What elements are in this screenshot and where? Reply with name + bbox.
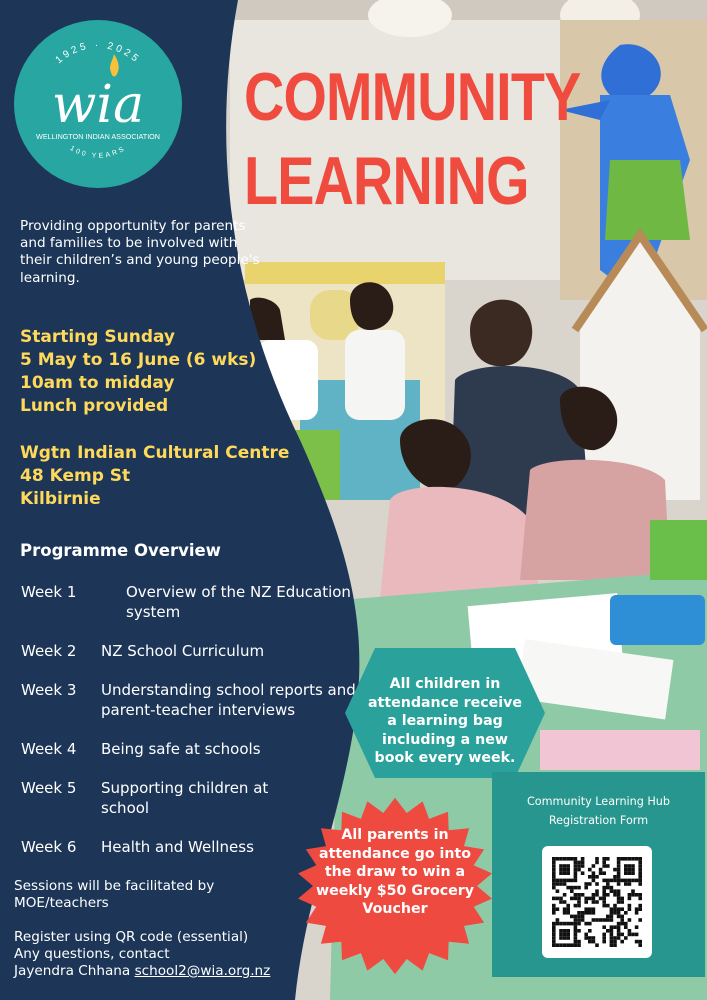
questions-text: Any questions, contact — [14, 946, 170, 962]
logo-brand: wia — [51, 75, 145, 135]
register-text: Register using QR code (essential) — [14, 929, 249, 945]
schedule-start: Starting Sunday — [20, 327, 176, 347]
title-line-2: LEARNING — [244, 143, 529, 219]
registration-card — [492, 772, 705, 977]
week-topic: Being safe at schools — [101, 740, 261, 758]
wia-logo — [14, 20, 182, 188]
week-label: Week 4 — [21, 740, 77, 758]
schedule-time: 10am to midday — [20, 373, 175, 393]
week-topic: Overview of the NZ Education system — [126, 583, 351, 621]
facilitated-text: Sessions will be facilitated by MOE/teachers — [14, 878, 215, 911]
venue-name: Wgtn Indian Cultural Centre — [20, 443, 290, 463]
venue-street: 48 Kemp St — [20, 466, 131, 486]
qr-label-line-1: Community Learning Hub — [526, 795, 671, 808]
logo-years: 1925 · 2025 — [53, 40, 143, 67]
schedule-block — [20, 326, 320, 418]
registration-qr-code[interactable] — [542, 846, 652, 958]
contact-line — [14, 963, 304, 980]
programme-heading: Programme Overview — [20, 541, 221, 560]
title-line-1: COMMUNITY — [244, 59, 581, 135]
week-label: Week 2 — [21, 642, 77, 660]
qr-code-icon — [542, 846, 652, 958]
week-topic: NZ School Curriculum — [101, 642, 265, 660]
contact-name: Jayendra Chhana — [14, 963, 131, 979]
week-label: Week 3 — [21, 681, 77, 699]
children-note-text: All children in attendance receive a learning bag including a new book every week. — [367, 676, 523, 766]
venue-block — [20, 442, 320, 511]
qr-label — [492, 792, 705, 830]
contact-block — [14, 929, 304, 980]
logo-anniversary: 100 YEARS — [68, 145, 128, 160]
svg-text:100 YEARS — [69, 145, 128, 160]
intro-text: Providing opportunity for parents and families to be involved with their children’s and young people's learning. — [20, 218, 260, 286]
venue-suburb: Kilbirnie — [20, 489, 101, 509]
week-label: Week 5 — [21, 779, 77, 797]
svg-text:1925 · 2025 — [54, 40, 143, 66]
week-topic: Health and Wellness — [101, 838, 254, 856]
week-label: Week 1 — [21, 583, 77, 601]
logo-org: WELLINGTON INDIAN ASSOCIATION — [36, 132, 160, 141]
poster-title — [244, 55, 580, 223]
schedule-lunch: Lunch provided — [20, 396, 169, 416]
week-topic: Understanding school reports and parent-teacher interviews — [101, 681, 356, 719]
schedule-dates: 5 May to 16 June (6 wks) — [20, 350, 257, 370]
contact-email-link[interactable]: school2@wia.org.nz — [134, 963, 271, 979]
week-topic: Supporting children at school — [101, 779, 269, 817]
qr-label-line-2: Registration Form — [548, 814, 649, 827]
flame-icon — [110, 54, 119, 76]
week-label: Week 6 — [21, 838, 77, 856]
parents-note-text: All parents in attendance go into the draw to win a weekly $50 Grocery Voucher — [315, 827, 475, 917]
